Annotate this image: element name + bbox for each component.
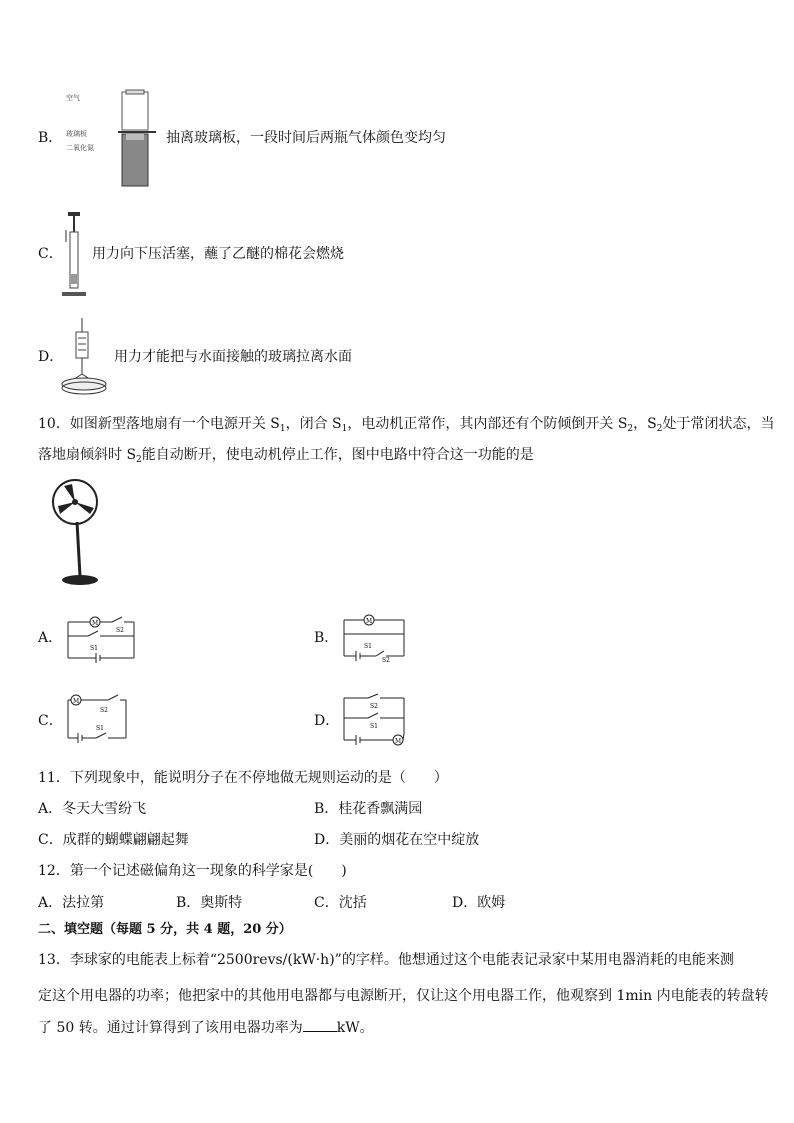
q9-option-d-text: 用力才能把与水面接触的玻璃拉离水面 [114, 349, 352, 365]
circuit-a [66, 612, 136, 662]
q11-option-b: B．桂花香飘满园 [314, 801, 423, 817]
q13-line2: 定这个用电器的功率；他把家中的其他用电器都与电源断开，仅让这个用电器工作，他观察到 1min 内电能表的转盘转 [38, 988, 769, 1004]
q11-stem: 11．下列现象中，能说明分子在不停地做无规则运动的是（ ） [38, 770, 448, 786]
svg-text:S2: S2 [370, 703, 378, 710]
section-title: 二、填空题（每题 5 分，共 4 题，20 分） [38, 922, 292, 937]
svg-text:S2: S2 [100, 707, 108, 714]
q10-option-d-label: D． [314, 713, 340, 729]
circuit-b [342, 612, 412, 662]
q9-option-c-text: 用力向下压活塞，蘸了乙醚的棉花会燃烧 [92, 246, 344, 262]
q13-line1: 13．李球家的电能表上标着“2500revs/(kW·h)”的字样。他想通过这个电能表记录家中某用电器消耗的电能来测 [38, 952, 734, 968]
no2-label: 二氧化氮 [66, 144, 94, 152]
svg-text:S1: S1 [90, 645, 98, 652]
svg-text:M: M [395, 738, 402, 745]
circuit-c [66, 694, 136, 744]
q11-option-d: D．美丽的烟花在空中绽放 [314, 832, 480, 848]
q13-line3: 了 50 转。通过计算得到了该用电器功率为 kW。 [38, 1020, 374, 1036]
q9-option-c-label: C． [38, 246, 63, 262]
svg-text:S2: S2 [116, 627, 124, 634]
air-label: 空气 [66, 94, 80, 102]
svg-text:S2: S2 [382, 657, 390, 664]
q10-line2: 落地扇倾斜时 $S_2$能自动断开，使电动机停止工作，图中电路中符合这一功能的是 [38, 447, 534, 465]
svg-text:S1: S1 [370, 723, 378, 730]
q12-option-b: B．奥斯特 [176, 895, 243, 911]
svg-text:M: M [92, 620, 99, 627]
q9-option-d-label: D． [38, 349, 64, 365]
q10-option-a-label: A． [38, 630, 63, 646]
q12-option-c: C．沈括 [314, 895, 367, 911]
svg-text:S1: S1 [364, 643, 372, 650]
svg-text:S1: S1 [96, 725, 104, 732]
svg-text:M: M [73, 698, 80, 705]
q9-option-b-text: 抽离玻璃板，一段时间后两瓶气体颜色变均匀 [166, 130, 446, 146]
q10-option-b-label: B． [314, 630, 339, 646]
q12-option-d: D．欧姆 [452, 895, 506, 911]
circuit-d [342, 694, 412, 744]
piston-cylinder-figure [62, 212, 92, 302]
q11-option-c: C．成群的蝴蝶翩翩起舞 [38, 832, 189, 848]
gas-bottles-figure [64, 90, 144, 190]
q11-option-a: A．冬天大雪纷飞 [38, 801, 147, 817]
q10-line1: 10．如图新型落地扇有一个电源开关 $S_1$，闭合 $S_1$，电动机正常作，其内部还有个防倾倒开关 $S_2$，$S_2$处于常闭状态，当 [38, 416, 775, 434]
glass-plate-water-figure [60, 318, 120, 398]
svg-text:M: M [366, 618, 373, 625]
floor-fan-figure [50, 478, 110, 588]
q12-option-a: A．法拉第 [38, 895, 105, 911]
q9-option-b-label: B． [38, 130, 63, 146]
q12-stem: 12．第一个记述磁偏角这一现象的科学家是( ) [38, 863, 347, 879]
q10-option-c-label: C． [38, 713, 63, 729]
glass-plate-label: 玻璃板 [66, 130, 87, 138]
answer-blank[interactable] [303, 1019, 337, 1032]
